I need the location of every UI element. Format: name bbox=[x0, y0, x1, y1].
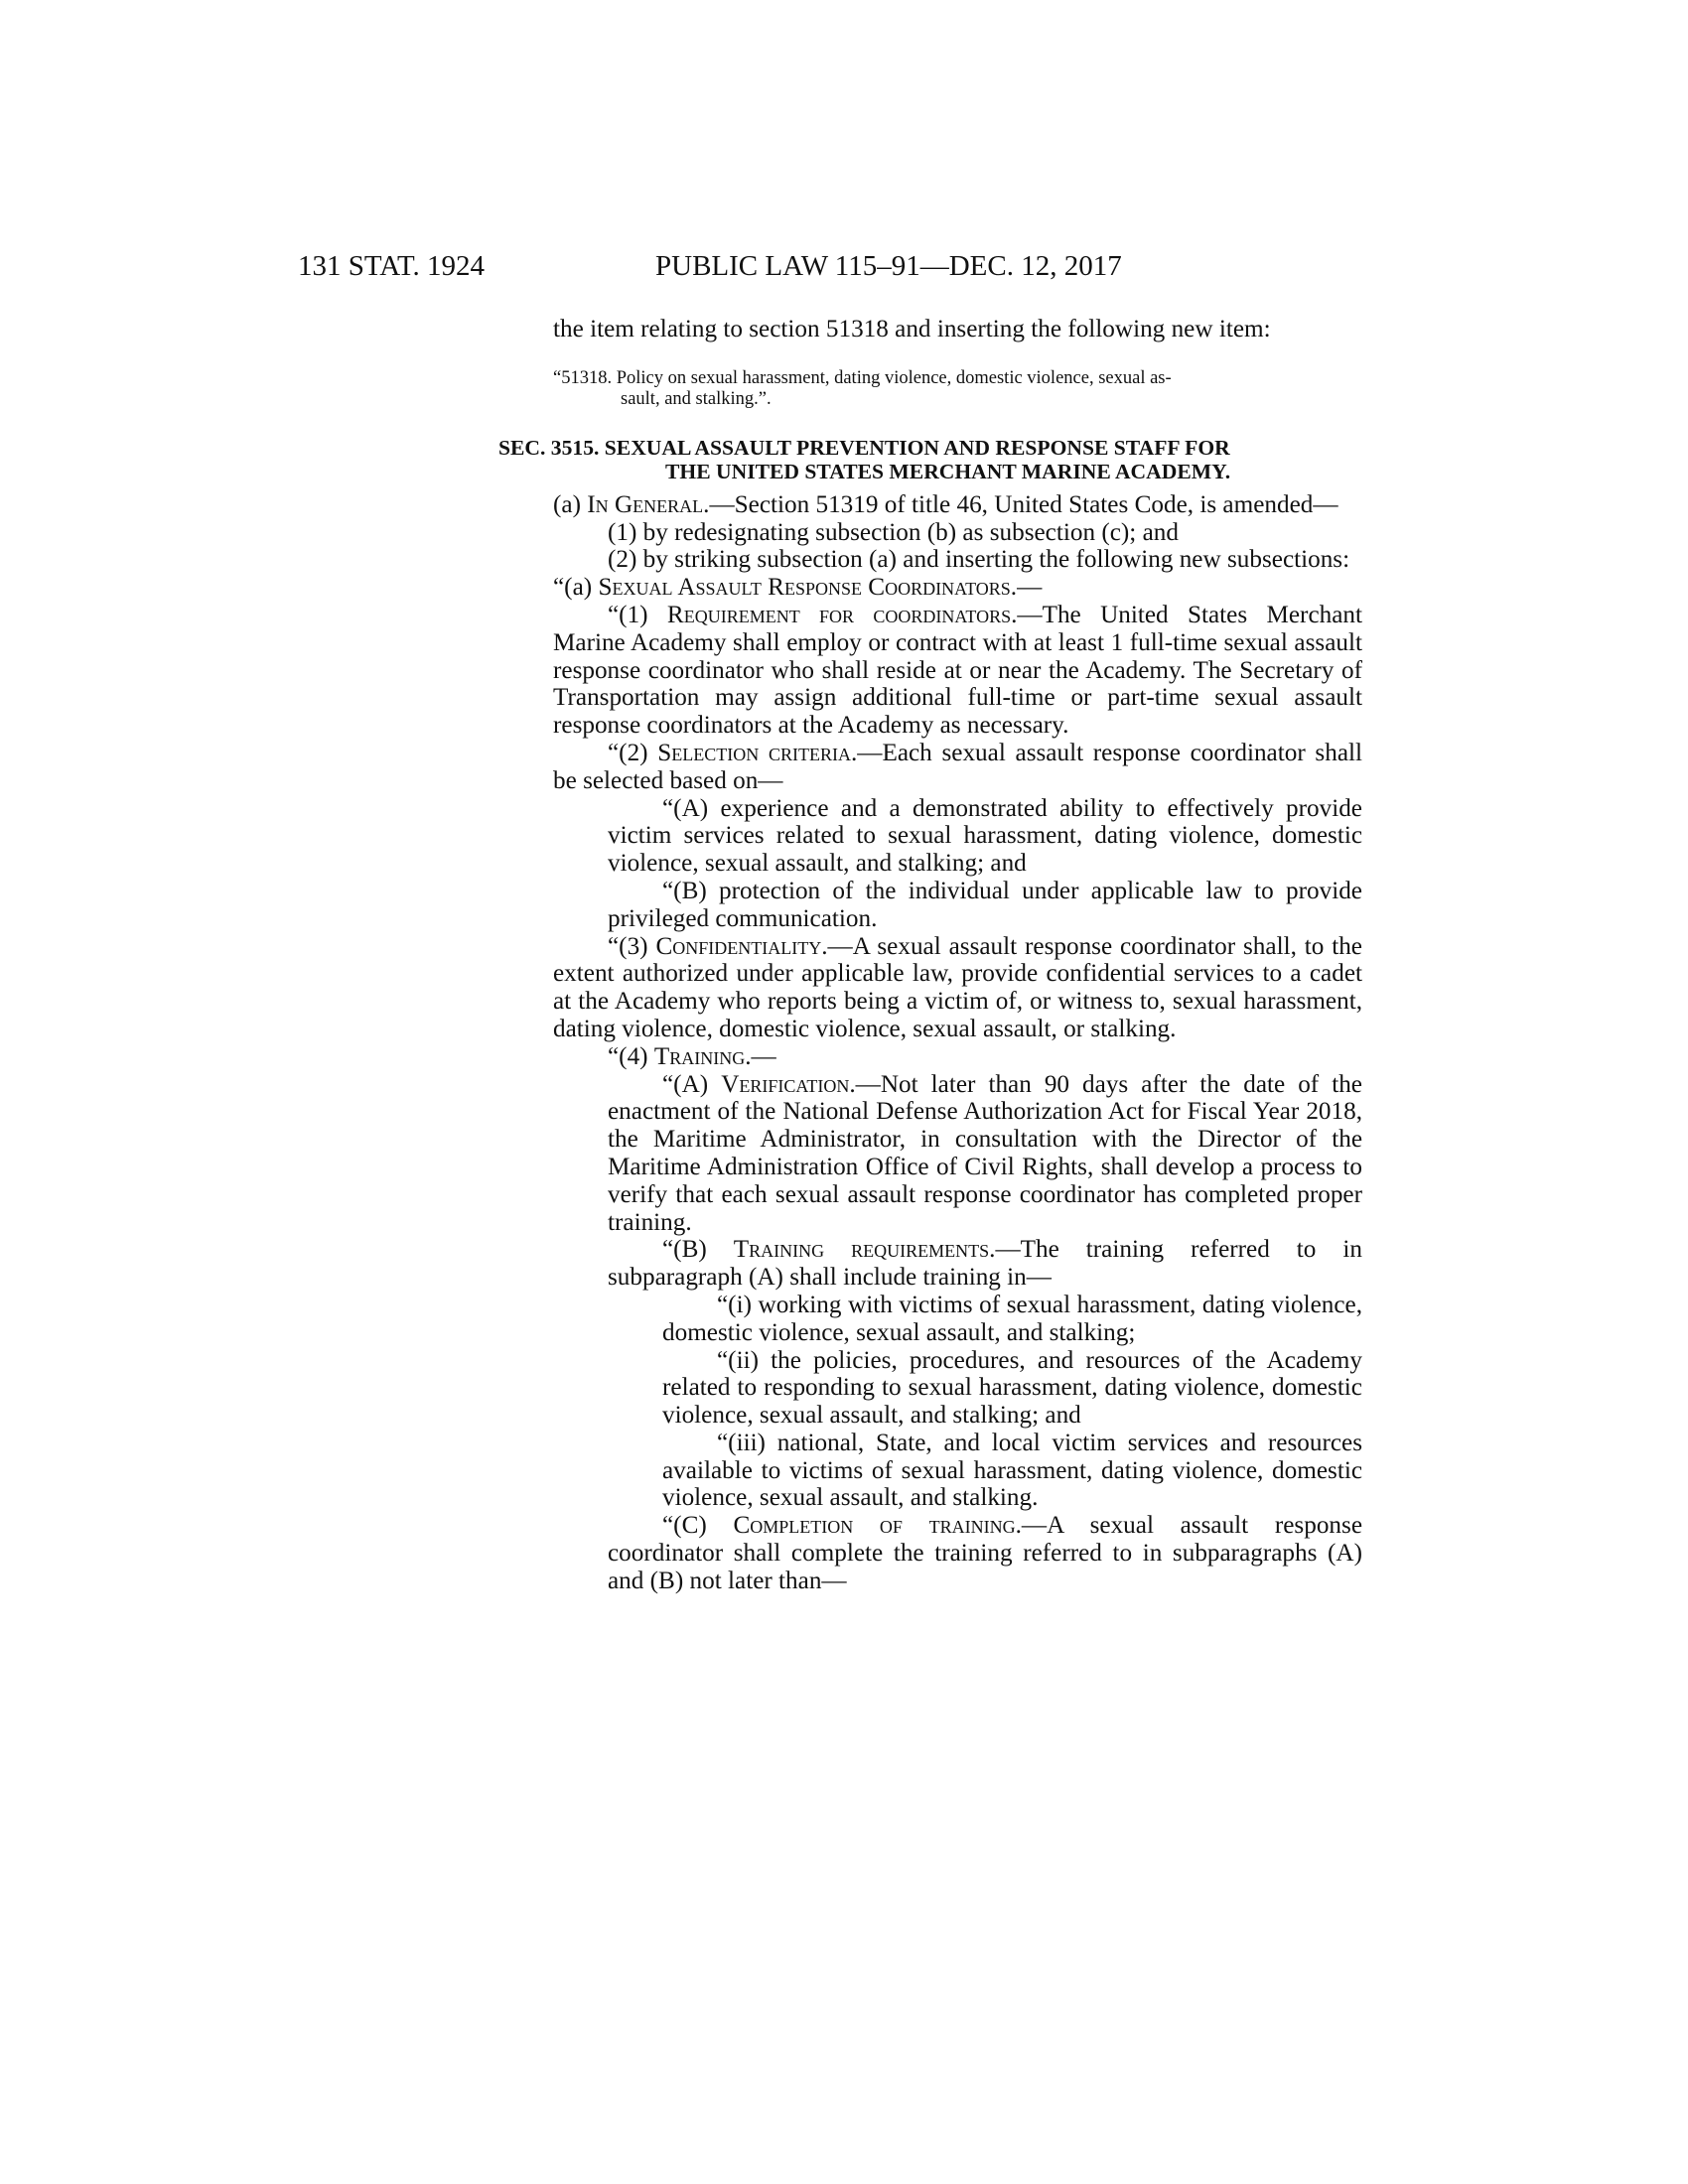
para-heading: Training bbox=[653, 1042, 746, 1070]
subpara-text: .—The training referred to in subparagraph (A) shall include training in— bbox=[608, 1236, 1362, 1292]
sar-suffix: .— bbox=[1010, 574, 1043, 602]
sar-marker: “(a) bbox=[553, 574, 599, 602]
running-head bbox=[298, 250, 1390, 290]
clause-i: “(i) working with victims of sexual harassment, dating violence, domestic violence, sexual assault, and stalking; bbox=[662, 1291, 1362, 1346]
sar-heading bbox=[498, 574, 1362, 602]
section-heading-line1: SEC. 3515. SEXUAL ASSAULT PREVENTION AND RESPONSE STAFF FOR bbox=[498, 435, 1230, 460]
section-heading-line2: THE UNITED STATES MERCHANT MARINE ACADEMY. bbox=[665, 459, 1231, 483]
intro-text: the item relating to section 51318 and inserting the following new item: bbox=[553, 316, 1271, 342]
paragraph-2-item-a: “(A) experience and a demonstrated ability to effectively provide victim services related to sexual harassment, dating violence, domestic violence, sexual assault, and stalking; and bbox=[608, 794, 1362, 878]
paragraph-4-c bbox=[498, 1512, 1362, 1594]
clause-iii: “(iii) national, State, and local victim services and resources available to victims of sexual harassment, dating violence, domestic violence, sexual assault, and stalking. bbox=[662, 1429, 1362, 1512]
paragraph-2 bbox=[498, 740, 1362, 795]
paragraph-3 bbox=[498, 933, 1362, 1043]
toc-item-line1: “51318. Policy on sexual harassment, dating violence, domestic violence, sexual as- bbox=[553, 367, 1172, 388]
sar-heading-text: Sexual Assault Response Coordinators bbox=[598, 574, 1011, 602]
para-heading: Confidentiality bbox=[655, 932, 822, 960]
subsection-heading: In General bbox=[587, 490, 704, 518]
section-heading bbox=[498, 436, 1362, 483]
subpara-marker: “(A) bbox=[662, 1070, 722, 1098]
subsection-marker: (a) bbox=[553, 490, 588, 518]
amend-item-2: (2) by striking subsection (a) and inserting the following new subsections: bbox=[608, 546, 1350, 574]
law-title: PUBLIC LAW 115–91—DEC. 12, 2017 bbox=[655, 250, 1122, 282]
paragraph-4-a bbox=[498, 1071, 1362, 1237]
para-text: .—Each sexual assault response coordinator shall be selected based on— bbox=[553, 739, 1362, 794]
amend-item-1: (1) by redesignating subsection (b) as subsection (c); and bbox=[608, 518, 1179, 546]
toc-item bbox=[498, 368, 1362, 410]
para-text: .—A sexual assault response coordinator shall, to the extent authorized under applicable law, provide confidential services to a cadet at the Academy who reports being a victim of, or witness to, sexual harassment, dating violence, domestic violence, sexual assault, or stalking. bbox=[553, 932, 1362, 1042]
paragraph-2-item-b: “(B) protection of the individual under applicable law to provide privileged communication. bbox=[608, 877, 1362, 932]
subpara-heading: Training requirements bbox=[733, 1236, 990, 1264]
para-marker: “(2) bbox=[608, 739, 658, 766]
para-suffix: .— bbox=[745, 1042, 776, 1070]
subpara-marker: “(B) bbox=[662, 1236, 734, 1264]
paragraph-4 bbox=[498, 1043, 1362, 1071]
subpara-marker: “(C) bbox=[662, 1512, 734, 1540]
para-marker: “(1) bbox=[608, 601, 667, 628]
subpara-heading: Completion of training bbox=[733, 1512, 1016, 1540]
para-heading: Requirement for coordinators bbox=[666, 601, 1012, 628]
subpara-heading: Verification bbox=[721, 1070, 850, 1098]
stat-reference: 131 STAT. 1924 bbox=[298, 250, 486, 282]
document-body bbox=[498, 316, 1362, 1595]
para-text: .—The United States Merchant Marine Academy shall employ or contract with at least 1 full-time sexual assault response coordinator who shall reside at or near the Academy. The Secretary of Transportation may assign additional full-time or part-time sexual assault response coordinators at the Academy as necessary. bbox=[553, 601, 1362, 740]
subpara-text: .—Not later than 90 days after the date of the enactment of the National Defense Authorization Act for Fiscal Year 2018, the Maritime Administrator, in consultation with the Director of the Maritime Administration Office of Civil Rights, shall develop a process to verify that each sexual assault response coordinator has completed proper training. bbox=[608, 1070, 1362, 1236]
paragraph-1 bbox=[498, 602, 1362, 740]
para-marker: “(3) bbox=[608, 932, 656, 960]
subsection-text: .—Section 51319 of title 46, United States Code, is amended— bbox=[703, 490, 1338, 518]
subsection-a bbox=[498, 491, 1362, 519]
para-heading: Selection criteria bbox=[657, 739, 851, 766]
toc-item-line2: sault, and stalking.”. bbox=[621, 388, 772, 409]
paragraph-4-b bbox=[498, 1236, 1362, 1292]
subpara-text: .—A sexual assault response coordinator shall complete the training referred to in subparagraphs (A) and (B) not later than— bbox=[608, 1512, 1362, 1594]
clause-ii: “(ii) the policies, procedures, and resources of the Academy related to responding to sexual harassment, dating violence, domestic violence, sexual assault, and stalking; and bbox=[662, 1346, 1362, 1430]
para-marker: “(4) bbox=[608, 1042, 654, 1070]
